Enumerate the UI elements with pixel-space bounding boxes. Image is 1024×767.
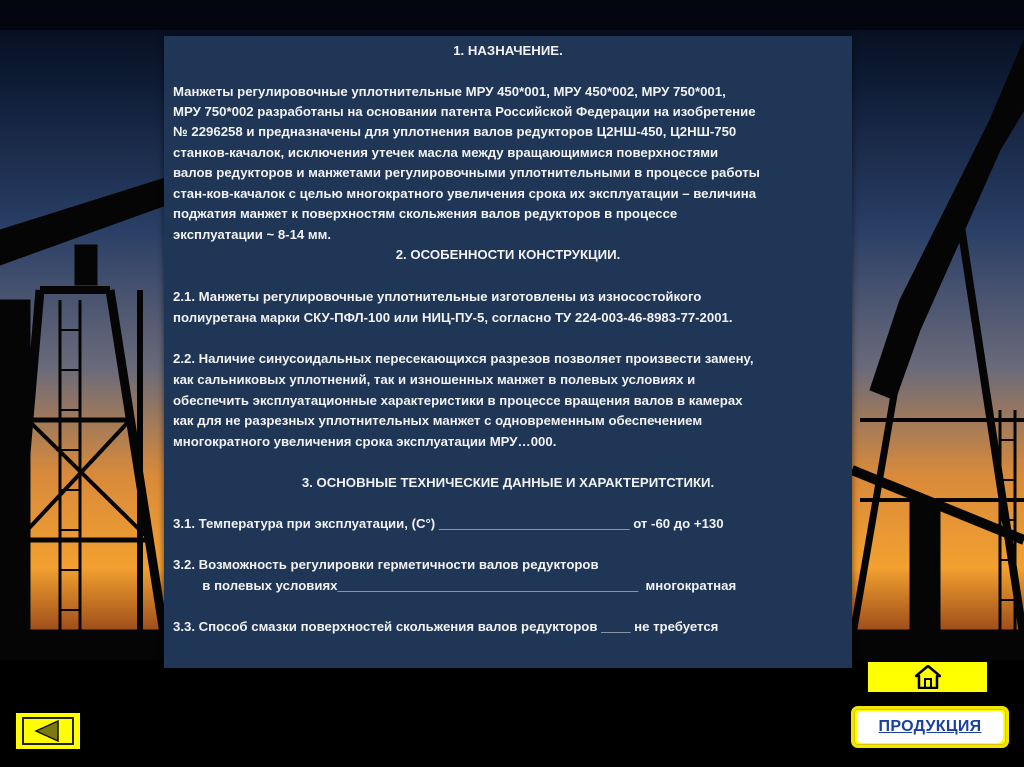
paragraph-line: стан-ков-качалок с целью многократного увеличения срока их эксплуатации – величина bbox=[173, 186, 757, 201]
spec-row-temperature: 3.1. Температура при эксплуатации, (С°) __________________________ от -60 до +130 bbox=[173, 516, 724, 531]
paragraph-line: обеспечить эксплуатационные характеристики в процессе вращения валов в камерах bbox=[173, 393, 743, 408]
section-heading-purpose: 1. НАЗНАЧЕНИЕ. bbox=[453, 43, 563, 58]
paragraph-line: как для не разрезных уплотнительных манжет с одновременным обеспечением bbox=[173, 413, 703, 428]
paragraph-line: Манжеты регулировочные уплотнительные МРУ 450*001, МРУ 450*002, МРУ 750*001, bbox=[173, 84, 726, 99]
paragraph-line: 2.1. Манжеты регулировочные уплотнительные изготовлены из износостойкого bbox=[173, 289, 702, 304]
home-icon bbox=[915, 665, 941, 689]
paragraph-line: полиуретана марки СКУ-ПФЛ-100 или НИЦ-ПУ-5, согласно ТУ 224-003-46-8983-77-2001. bbox=[173, 310, 733, 325]
products-link[interactable]: ПРОДУКЦИЯ bbox=[857, 711, 1003, 743]
info-panel bbox=[164, 36, 852, 668]
paragraph-line: станков-качалок, исключения утечек масла между вращающимися поверхностями bbox=[173, 145, 719, 160]
section-heading-design: 2. ОСОБЕННОСТИ КОНСТРУКЦИИ. bbox=[395, 247, 621, 262]
back-button[interactable] bbox=[16, 713, 80, 749]
paragraph-line: поджатия манжет к поверхностям скольжения валов редукторов в процессе bbox=[173, 206, 678, 221]
spec-row-adjustment-value: в полевых условиях_________________________________________ многократная bbox=[173, 578, 737, 593]
paragraph-line: многократного увеличения срока эксплуатации МРУ…000. bbox=[173, 434, 557, 449]
paragraph-line: МРУ 750*002 разработаны на основании патента Российской Федерации на изобретение bbox=[173, 104, 756, 119]
paragraph-line: как сальниковых уплотнений, так и изношенных манжет в полевых условиях и bbox=[173, 372, 696, 387]
arrow-left-icon bbox=[22, 717, 74, 745]
paragraph-line: 2.2. Наличие синусоидальных пересекающихся разрезов позволяет произвести замену, bbox=[173, 351, 754, 366]
paragraph-line: № 2296258 и предназначены для уплотнения валов редукторов Ц2НШ-450, Ц2НШ-750 bbox=[173, 124, 737, 139]
spec-row-lubrication: 3.3. Способ смазки поверхностей скольжения валов редукторов ____ не требуется bbox=[173, 619, 719, 634]
section-heading-specs: 3. ОСНОВНЫЕ ТЕХНИЧЕСКИЕ ДАННЫЕ И ХАРАКТЕРИТСТИКИ. bbox=[301, 475, 715, 490]
products-button[interactable] bbox=[851, 706, 1009, 748]
home-button[interactable] bbox=[868, 662, 987, 692]
paragraph-line: валов редукторов и манжетами регулировочными уплотнительными в процессе работы bbox=[173, 165, 760, 180]
paragraph-line: эксплуатации ~ 8-14 мм. bbox=[173, 227, 332, 242]
spec-row-adjustment: 3.2. Возможность регулировки герметичности валов редукторов bbox=[173, 557, 599, 572]
